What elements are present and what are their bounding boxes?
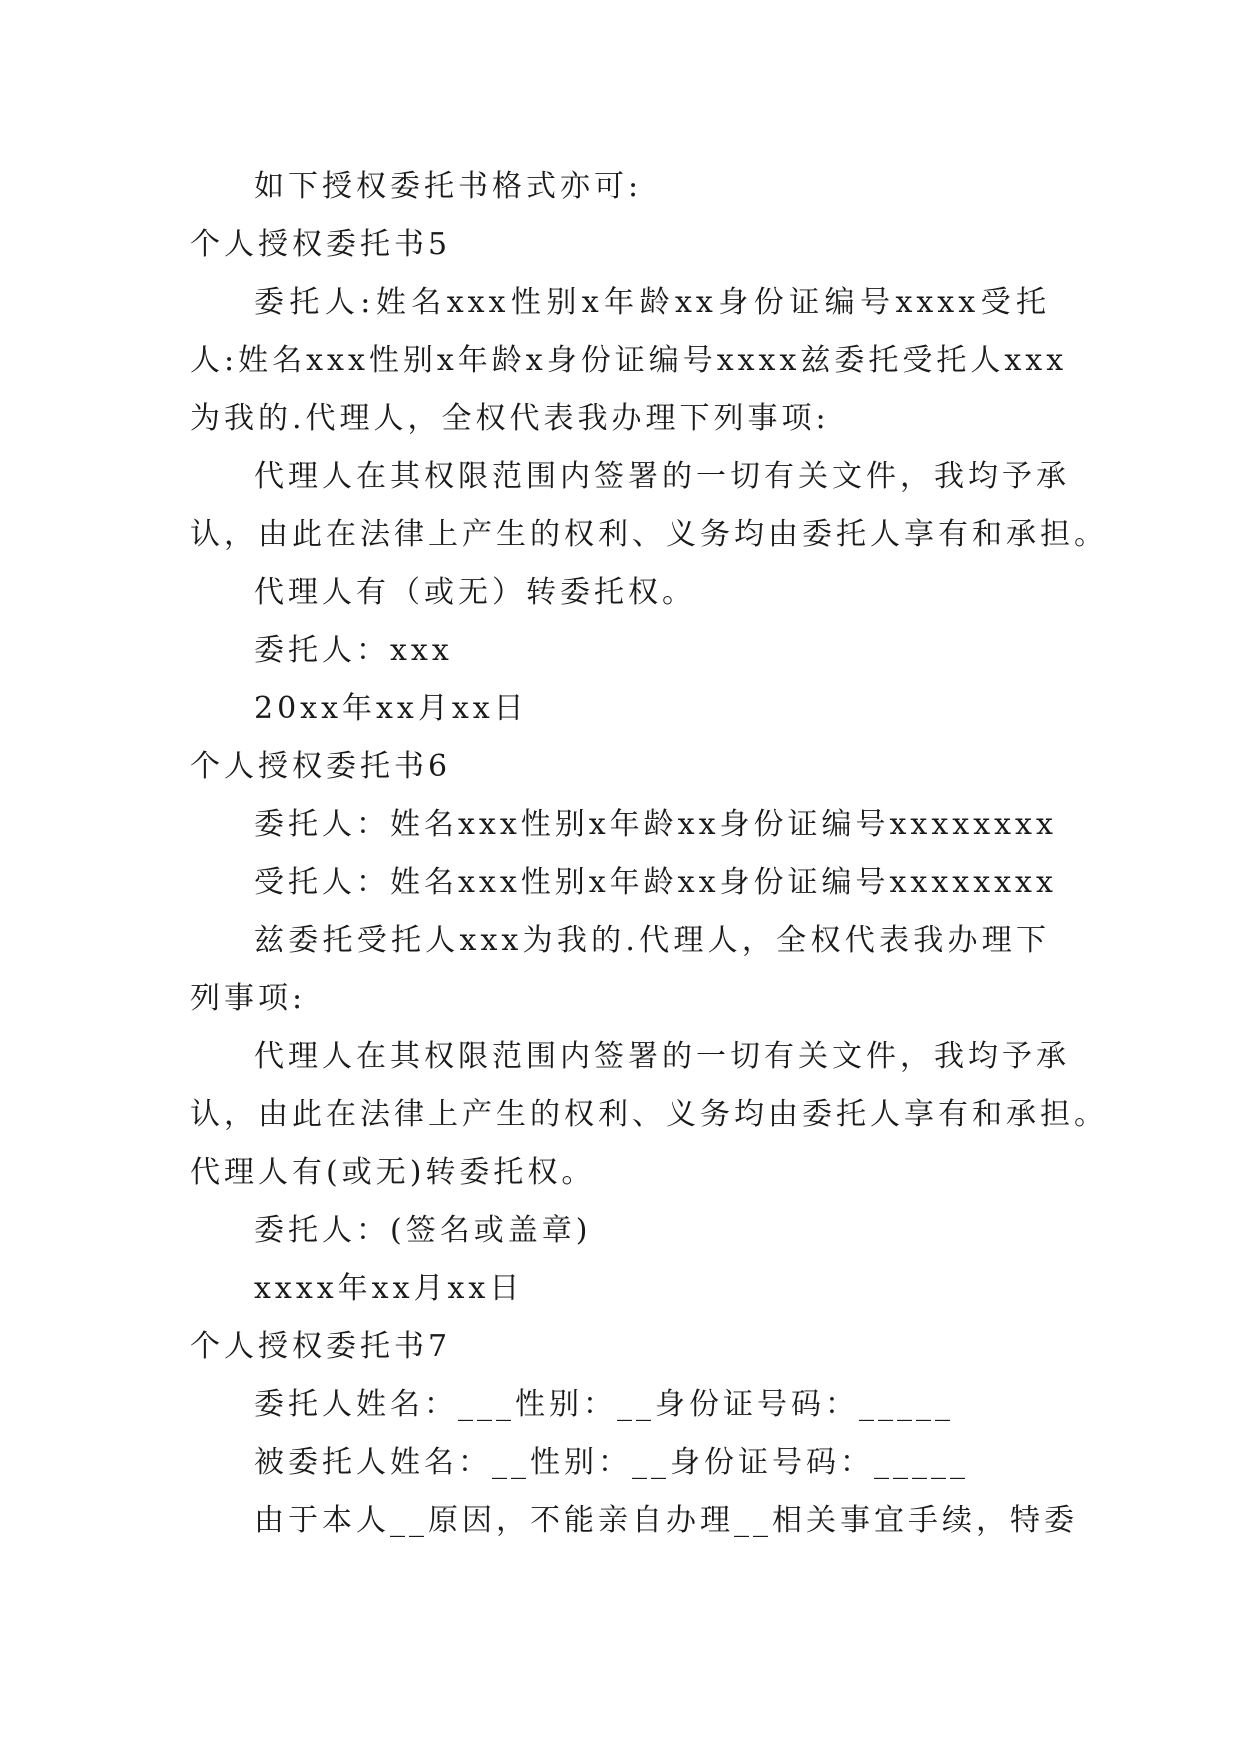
signature-line: 委托人：xxx (254, 633, 453, 668)
paragraph-line: 为我的.代理人，全权代表我办理下列事项: (190, 401, 830, 436)
paragraph-line: 代理人有(或无)转委托权。 (190, 1155, 596, 1190)
paragraph-line: 代理人在其权限范围内签署的一切有关文件，我均予承 (254, 1039, 1070, 1074)
section-heading-5: 个人授权委托书5 (190, 227, 452, 262)
date-line: 20xx年xx月xx日 (254, 691, 528, 726)
paragraph-line: 受托人：姓名xxx性别x年龄xx身份证编号xxxxxxxx (254, 865, 1057, 900)
section-heading-7: 个人授权委托书7 (190, 1329, 452, 1364)
paragraph-line: 认，由此在法律上产生的权利、义务均由委托人享有和承担。 (190, 517, 1108, 552)
intro-line: 如下授权委托书格式亦可: (254, 169, 643, 204)
paragraph-line: 认，由此在法律上产生的权利、义务均由委托人享有和承担。 (190, 1097, 1108, 1132)
paragraph-line: 委托人:姓名xxx性别x年龄xx身份证编号xxxx受托 (254, 285, 1050, 320)
signature-line: 委托人：(签名或盖章) (254, 1213, 592, 1248)
form-field-line: 被委托人姓名：__性别：__身份证号码：_____ (254, 1445, 969, 1480)
form-field-line: 委托人姓名：___性别：__身份证号码：_____ (254, 1387, 954, 1422)
paragraph-line: 人:姓名xxx性别x年龄x身份证编号xxxx兹委托受托人xxx (190, 343, 1068, 378)
paragraph-line: 代理人有（或无）转委托权。 (254, 575, 696, 610)
paragraph-line: 由于本人__原因，不能亲自办理__相关事宜手续，特委 (254, 1503, 1078, 1538)
paragraph-line: 委托人：姓名xxx性别x年龄xx身份证编号xxxxxxxx (254, 807, 1057, 842)
section-heading-6: 个人授权委托书6 (190, 749, 452, 784)
document-body (190, 158, 1108, 1550)
paragraph-line: 代理人在其权限范围内签署的一切有关文件，我均予承 (254, 459, 1070, 494)
paragraph-line: 列事项: (190, 981, 307, 1016)
paragraph-line: 兹委托受托人xxx为我的.代理人，全权代表我办理下 (254, 923, 1050, 958)
date-line: xxxx年xx月xx日 (254, 1271, 524, 1306)
